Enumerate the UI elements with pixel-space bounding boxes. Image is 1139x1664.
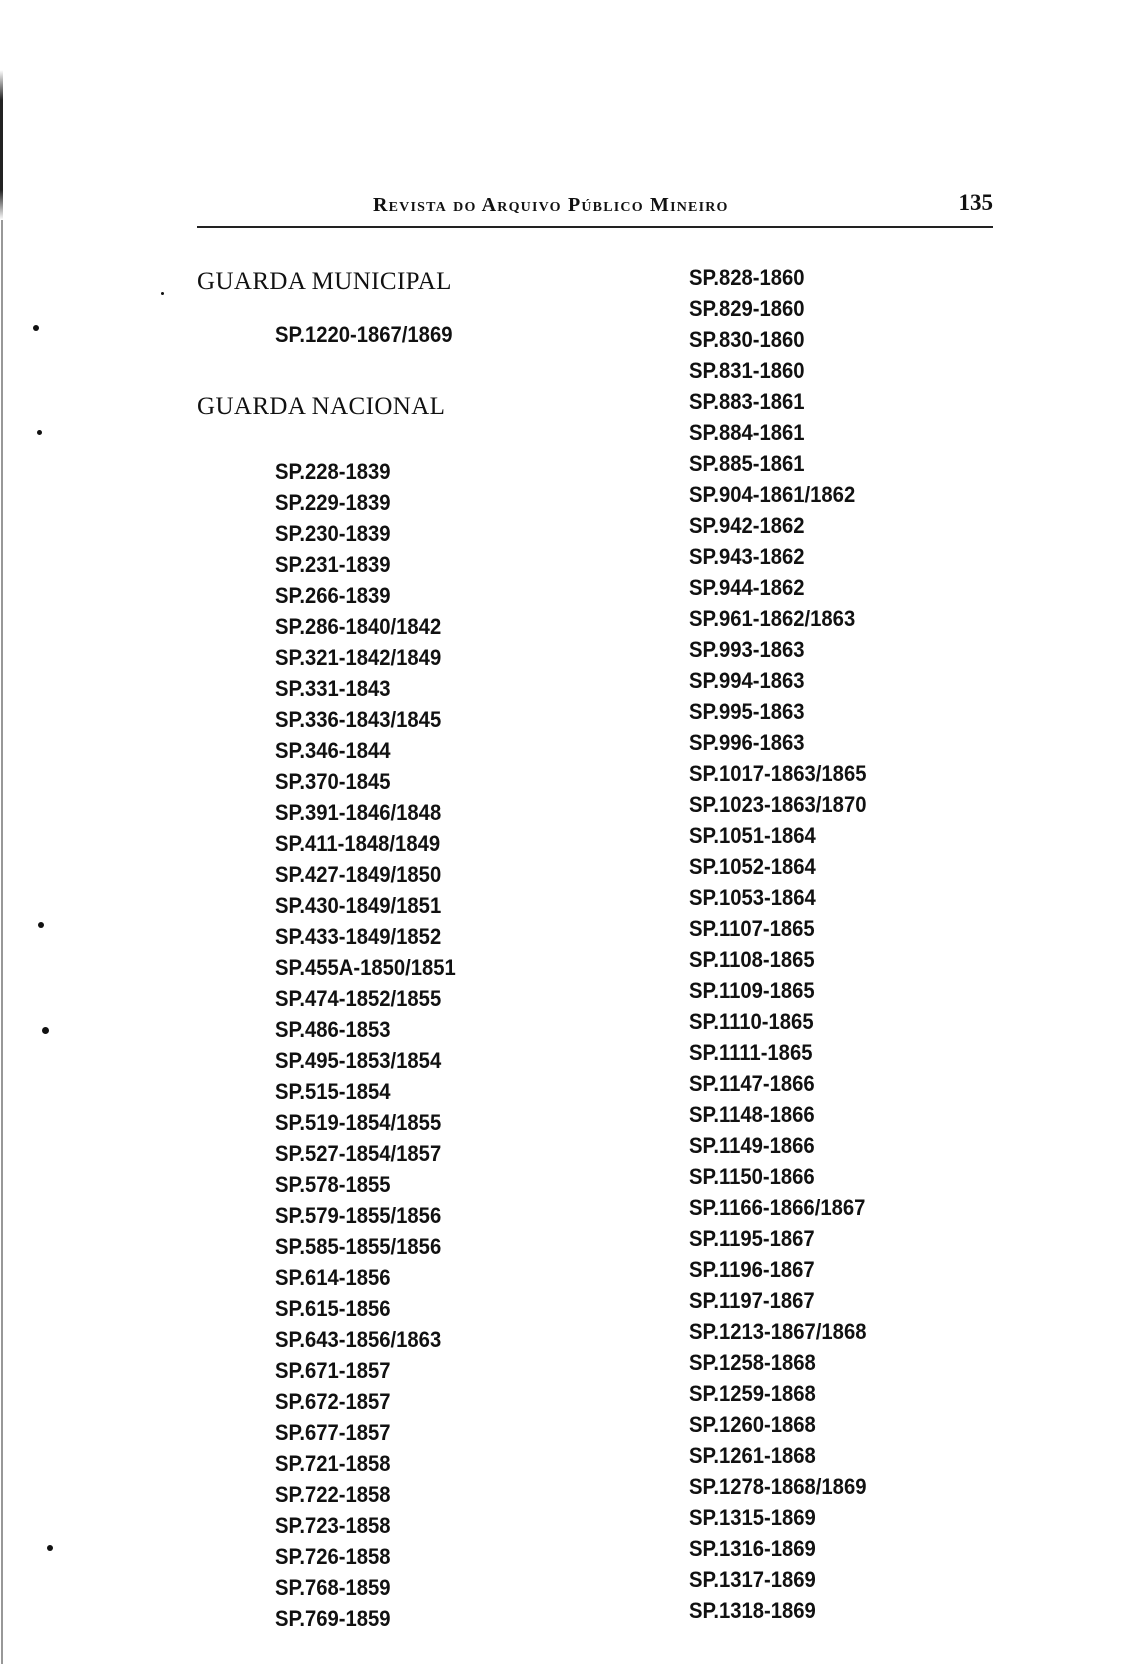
list-item: SP.427-1849/1850 [275,862,442,887]
list-item: SP.884-1861 [689,420,805,445]
list-item: SP.672-1857 [275,1389,391,1414]
list-item: SP.486-1853 [275,1017,391,1042]
list-item: SP.1260-1868 [689,1412,816,1437]
list-item: SP.831-1860 [689,358,805,383]
list-item: SP.433-1849/1852 [275,924,442,949]
list-item: SP.1109-1865 [689,978,815,1003]
margin-speck [42,1027,49,1034]
list-item: SP.231-1839 [275,552,391,577]
list-item: SP.1023-1863/1870 [689,792,867,817]
list-item: SP.1107-1865 [689,916,815,941]
list-item: SP.885-1861 [689,451,805,476]
list-item: SP.830-1860 [689,327,805,352]
list-item: SP.336-1843/1845 [275,707,442,732]
margin-speck [33,325,39,331]
list-item: SP.643-1856/1863 [275,1327,442,1352]
list-item: SP.723-1858 [275,1513,391,1538]
page-edge-shadow [0,70,3,220]
list-item: SP.883-1861 [689,389,805,414]
running-title: Revista do Arquivo Público Mineiro [373,194,729,216]
list-item: SP.994-1863 [689,668,805,693]
list-item: SP.829-1860 [689,296,805,321]
guarda-municipal-list [275,319,677,350]
section-heading-guarda-nacional: GUARDA NACIONAL [197,393,446,420]
list-item: SP.1317-1869 [689,1567,816,1592]
list-item: SP.585-1855/1856 [275,1234,442,1259]
list-item: SP.1220-1867/1869 [275,322,453,347]
left-column [197,267,677,1634]
list-item: SP.1149-1866 [689,1133,815,1158]
list-item: SP.1166-1866/1867 [689,1195,866,1220]
list-item: SP.370-1845 [275,769,391,794]
list-item: SP.286-1840/1842 [275,614,442,639]
list-item: SP.527-1854/1857 [275,1141,442,1166]
list-item: SP.768-1859 [275,1575,391,1600]
list-item: SP.995-1863 [689,699,805,724]
list-item: SP.615-1856 [275,1296,391,1321]
page-edge-line [1,220,3,1664]
margin-speck [37,430,42,435]
list-item: SP.942-1862 [689,513,805,538]
list-item: SP.671-1857 [275,1358,391,1383]
list-item: SP.1213-1867/1868 [689,1319,867,1344]
list-item: SP.266-1839 [275,583,391,608]
list-item: SP.1259-1868 [689,1381,816,1406]
list-item: SP.722-1858 [275,1482,391,1507]
list-item: SP.828-1860 [689,265,805,290]
list-item: SP.1148-1866 [689,1102,815,1127]
list-item: SP.430-1849/1851 [275,893,442,918]
list-item: SP.1147-1866 [689,1071,815,1096]
list-item: SP.455A-1850/1851 [275,955,456,980]
list-item: SP.721-1858 [275,1451,391,1476]
page-number: 135 [958,190,993,215]
list-item: SP.943-1862 [689,544,805,569]
list-item: SP.993-1863 [689,637,805,662]
list-item: SP.1111-1865 [689,1040,813,1065]
list-item: SP.1110-1865 [689,1009,814,1034]
list-item: SP.904-1861/1862 [689,482,856,507]
list-item: SP.579-1855/1856 [275,1203,442,1228]
header-rule [197,226,993,228]
list-item: SP.944-1862 [689,575,805,600]
list-item: SP.411-1848/1849 [275,831,441,856]
list-item: SP.1315-1869 [689,1505,816,1530]
margin-speck [161,292,164,295]
margin-speck [47,1545,53,1551]
section-heading-guarda-municipal: GUARDA MUNICIPAL [197,268,452,295]
list-item: SP.474-1852/1855 [275,986,442,1011]
list-item: SP.961-1862/1863 [689,606,856,631]
list-item: SP.228-1839 [275,459,391,484]
list-item: SP.1316-1869 [689,1536,816,1561]
list-item: SP.1318-1869 [689,1598,816,1623]
list-item: SP.1258-1868 [689,1350,816,1375]
right-column [689,262,989,1626]
list-item: SP.1052-1864 [689,854,816,879]
list-item: SP.1278-1868/1869 [689,1474,867,1499]
list-item: SP.1150-1866 [689,1164,815,1189]
list-item: SP.515-1854 [275,1079,391,1104]
list-item: SP.996-1863 [689,730,805,755]
list-item: SP.677-1857 [275,1420,391,1445]
list-item: SP.519-1854/1855 [275,1110,442,1135]
list-item: SP.1261-1868 [689,1443,816,1468]
list-item: SP.229-1839 [275,490,391,515]
list-item: SP.1195-1867 [689,1226,815,1251]
list-item: SP.391-1846/1848 [275,800,442,825]
list-item: SP.769-1859 [275,1606,391,1631]
list-item: SP.1108-1865 [689,947,815,972]
guarda-nacional-list [275,456,677,1634]
list-item: SP.726-1858 [275,1544,391,1569]
list-item: SP.495-1853/1854 [275,1048,442,1073]
list-item: SP.1051-1864 [689,823,816,848]
list-item: SP.614-1856 [275,1265,391,1290]
list-item: SP.230-1839 [275,521,391,546]
list-item: SP.1053-1864 [689,885,816,910]
list-item: SP.346-1844 [275,738,391,763]
margin-speck [38,922,44,928]
list-item: SP.578-1855 [275,1172,391,1197]
list-item: SP.1197-1867 [689,1288,815,1313]
list-item: SP.1017-1863/1865 [689,761,867,786]
list-item: SP.1196-1867 [689,1257,815,1282]
list-item: SP.331-1843 [275,676,391,701]
running-header [197,190,993,226]
list-item: SP.321-1842/1849 [275,645,442,670]
